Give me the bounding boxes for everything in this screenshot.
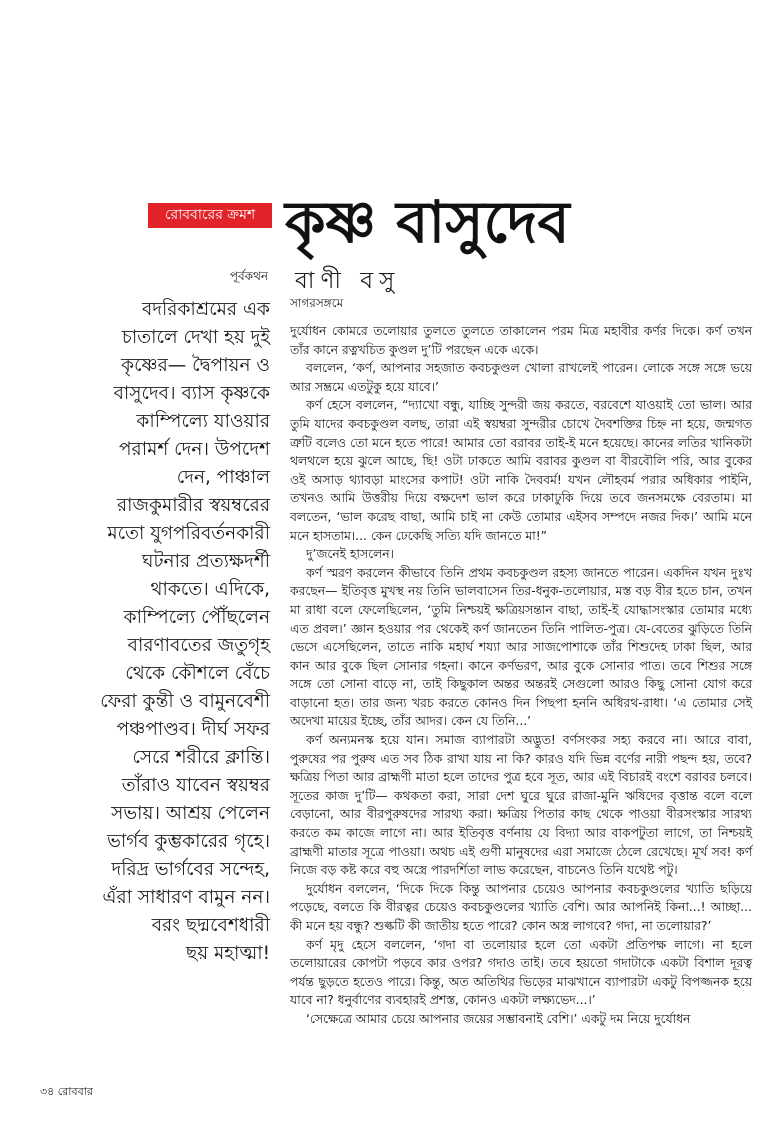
magazine-name: রোববার xyxy=(57,1085,93,1098)
page-footer xyxy=(40,1083,93,1102)
story-paragraph: দুর্যোধন কোমরে তলোয়ার তুলতে তুলতে তাকালেন পরম মিত্র মহাবীর কর্ণর দিকে। কর্ণ তখন তাঁর কানে রত্নখচিত কুণ্ডল দু’টি পরছেন একে একে। xyxy=(290,324,752,357)
recap-line: ঘটনার প্রত্যক্ষদর্শী xyxy=(142,551,270,572)
recap-line: দরিদ্র ভার্গবের সন্দেহ, xyxy=(111,859,270,880)
recap-line: বরং ছদ্মবেশধারী xyxy=(151,915,270,936)
recap-line: কাম্পিল্যে যাওয়ার xyxy=(136,411,270,432)
recap-line: পরামর্শ দেন। উপদেশ xyxy=(118,439,270,460)
recap-line: সেরে শরীরে ক্লান্তি। xyxy=(132,747,270,768)
recap-line: ছয় মহাত্মা! xyxy=(186,943,270,964)
story-paragraph: কর্ণ মৃদু হেসে বললেন, ‘গদা বা তলোয়ার হলে তো একটা প্রতিপক্ষ লাগে। না হলে তলোয়ারের কোপটা পড়বে কার ওপর? গদাও তাই। তবে হয়তো গদাটাকে একটা বিশাল দূরত্ব পর্যন্ত ছুড়তে হতেও পারে। কিন্তু, অত অতিথির ভিড়ের মাঝখানে ব্যাপারটা একটু বিপজ্জনক হয়ে যাবে না? ধনুর্বাণের ব্যবহারই প্রশস্ত, কোনও একটা লক্ষ্যভেদ...।’ xyxy=(290,937,752,1008)
story-paragraph: বললেন, ‘কর্ণ, আপনার সহজাত কবচকুণ্ডল খোলা রাখলেই পারেন। লোকে সঙ্গে সঙ্গে ভয়ে আর সম্ভ্রমে এতটুকু হয়ে যাবে।’ xyxy=(290,361,752,394)
recap-line: রাজকুমারীর স্বয়ম্বরের xyxy=(116,495,270,516)
recap-line: তাঁরাও যাবেন স্বয়ম্বর xyxy=(121,775,270,796)
recap-line: বারণাবতের জতুগৃহ xyxy=(127,635,270,656)
recap-line: পঞ্চপাণ্ডব। দীর্ঘ সফর xyxy=(116,719,270,740)
story-paragraph: ‘সেক্ষেত্রে আমার চেয়ে আপনার জয়ের সম্ভাবনাই বেশি।’ একটু দম নিয়ে দুর্যোধন xyxy=(306,1011,691,1026)
story-paragraph: দু’জনেই হাসলেন। xyxy=(306,547,394,562)
recap-line: এঁরা সাধারণ বামুন নন। xyxy=(102,887,270,908)
recap-line: ফেরা কুন্তী ও বামুনবেশী xyxy=(100,691,270,712)
story-body xyxy=(290,322,752,1029)
page-title: কৃষ্ণ বাসুদেব xyxy=(285,188,570,256)
page-number: ৩৪ xyxy=(40,1085,55,1098)
recap-line: থাকতে। এদিকে, xyxy=(150,579,270,600)
recap-line: ভার্গব কুম্ভকারের গৃহে। xyxy=(107,831,270,852)
recap-line: বদরিকাশ্রমের এক xyxy=(141,299,270,320)
story-paragraph: কর্ণ হেসে বললেন, “দ্যাখো বন্ধু, যাচ্ছি সুন্দরী জয় করতে, বরবেশে যাওয়াই তো ভাল। আর তুমি যাদের কবচকুণ্ডল বলছ, তারা এই স্বয়ম্বরা সুন্দরীর চোখে দৈবশক্তির চিহ্ন না হয়ে, জন্মগত ত্রুটি বলেও তো মনে হতে পারে! আমার তো বরাবর তাই-ই মনে হয়েছে। কানের লতির খানিকটা থলথলে হয়ে ঝুলে আছে, ছি! ওটা ঢাকতে আমি বরাবর কুণ্ডল বা বীরবৌলি পরি, আর বুকের ওই অসাড় থ্যাবড়া মাংসের কপাট! ওটা নাকি দৈববর্ম! যখন লৌহবর্ম পরার অধিকার পাইনি, তখনও আমি উত্তরীয় দিয়ে বক্ষদেশ ভাল করে ঢাকাঢুকি দিয়ে তবে জনসমক্ষে বেরতাম। মা বলতেন, ‘ভাল করেছ বাছা, আমি চাই না কেউ তোমার এইসব সম্পদে নজর দিক।’ আমি মনে মনে হাসতাম।... কেন ঢেকেছি সত্যি যদি জানতে মা!” xyxy=(290,398,752,543)
recap-line: মতো যুগপরিবর্তনকারী xyxy=(107,523,270,544)
recap-line: কাম্পিল্যে পৌঁছলেন xyxy=(123,607,270,628)
recap-line: বাসুদেব। ব্যাস কৃষ্ণকে xyxy=(113,383,270,404)
recap-label: পূর্বকথন xyxy=(229,269,268,283)
story-paragraph: দুর্যোধন বললেন, ‘দিকে দিকে কিন্তু আপনার চেয়েও আপনার কবচকুণ্ডলের খ্যাতি ছড়িয়ে পড়েছে, বলতে কি বীরত্বর চেয়েও কবচকুণ্ডলের খ্যাতি বেশি। আর আপনিই কিনা...! আচ্ছা... কী মনে হয় বন্ধু? শুল্কটি কী জাতীয় হতে পারে? কোন অস্ত্র লাগবে? গদা, না তলোয়ার?’ xyxy=(290,881,752,933)
recap-line: থেকে কৌশলে বেঁচে xyxy=(125,663,270,684)
story-paragraph: কর্ণ স্মরণ করলেন কীভাবে তিনি প্রথম কবচকুণ্ডল রহস্য জানতে পারেন। একদিন যখন দুঃখ করছেন— ইতিবৃত্ত মুখস্থ নয় তিনি ভালবাসেন তির-ধনুক-তলোয়ার, মস্ত বড় বীর হতে চান, তখন মা রাধা বলে ফেলেছিলেন, ‘তুমি নিশ্চয়ই ক্ষত্রিয়সন্তান বাছা, তাই-ই যোদ্ধাসংস্কার তোমার মধ্যে এত প্রবল।’ জ্ঞান হওয়ার পর থেকেই কর্ণ জানতেন তিনি পালিত-পুত্র। যে-বেতের ঝুড়িতে তিনি ভেসে এসেছিলেন, তাতে নাকি মহার্ঘ শয্যা আর সাজপোশাকে তাঁর শিশুদেহ ঢাকা ছিল, আর কান আর বুকে ছিল সোনার গহনা। কানে কর্ণভরণ, আর বুকে সোনার পাত। তবে শিশুর সঙ্গে সঙ্গে তো সোনা বাড়ে না, তাই কিছুকাল অন্তর অন্তরই সেগুলো আরও কিছু সোনা যোগ করে বাড়ানো হত। তার জন্য খরচ করতে কোনও দিন পিছপা হননি অধিরথ-রাধা। ‘এ তোমার সেই অদেখা মায়ের ইচ্ছে, তাঁর আদর। কেন যে তিনি...’ xyxy=(290,565,752,729)
recap-line: চাতালে দেখা হয় দুই xyxy=(121,327,270,348)
series-kicker-label: রোববারের ক্রমশ xyxy=(148,203,272,228)
story-paragraph: কর্ণ অন্যমনস্ক হয়ে যান। সমাজ ব্যাপারটা অদ্ভুত! বর্ণসংকর সহ্য করবে না। আরে বাবা, পুরুষের পর পুরুষ এত সব ঠিক রাখা যায় না কি? কারও যদি ভিন্ন বর্ণের নারী পছন্দ হয়, তবে? ক্ষত্রিয় পিতা আর ব্রাহ্মণী মাতা হলে তাদের পুত্র হবে সূত, আর এই বিচারই বংশে বরাবর চলবে। সূতের কাজ দু’টি— কথকতা করা, সারা দেশ ঘুরে ঘুরে রাজা-মুনি ঋষিদের বৃত্তান্ত বলে বলে বেড়ানো, আর বীরপুরুষদের সারথ্য করা। ক্ষত্রিয় পিতার কাছ থেকে পাওয়া বীরসংস্কার সারথ্য করতে কম কাজে লাগে না। আর ইতিবৃত্ত বর্ণনায় যে বিদ্যা আর বাকপটুতা লাগে, তা নিশ্চয়ই ব্রাহ্মণী মাতার সূত্রে পাওয়া। অথচ এই গুণী মানুষদের এরা সমাজে ঠেলে রেখেছে। মূর্খ সব! কর্ণ নিজে বড় কষ্ট করে বহু অস্ত্রে পারদর্শিতা লাভ করেছেন, বাচনেও তিনি যথেষ্ট পটু। xyxy=(290,733,752,878)
recap-line: কৃষ্ণের— দ্বৈপায়ন ও xyxy=(121,355,270,376)
recap-column xyxy=(100,296,270,968)
section-title: সাগরসঙ্গমে xyxy=(290,296,344,310)
author-byline: বাণী বসু xyxy=(295,268,401,294)
recap-line: দেন, পাঞ্চাল xyxy=(176,467,270,488)
recap-line: সভায়। আশ্রয় পেলেন xyxy=(111,803,270,824)
